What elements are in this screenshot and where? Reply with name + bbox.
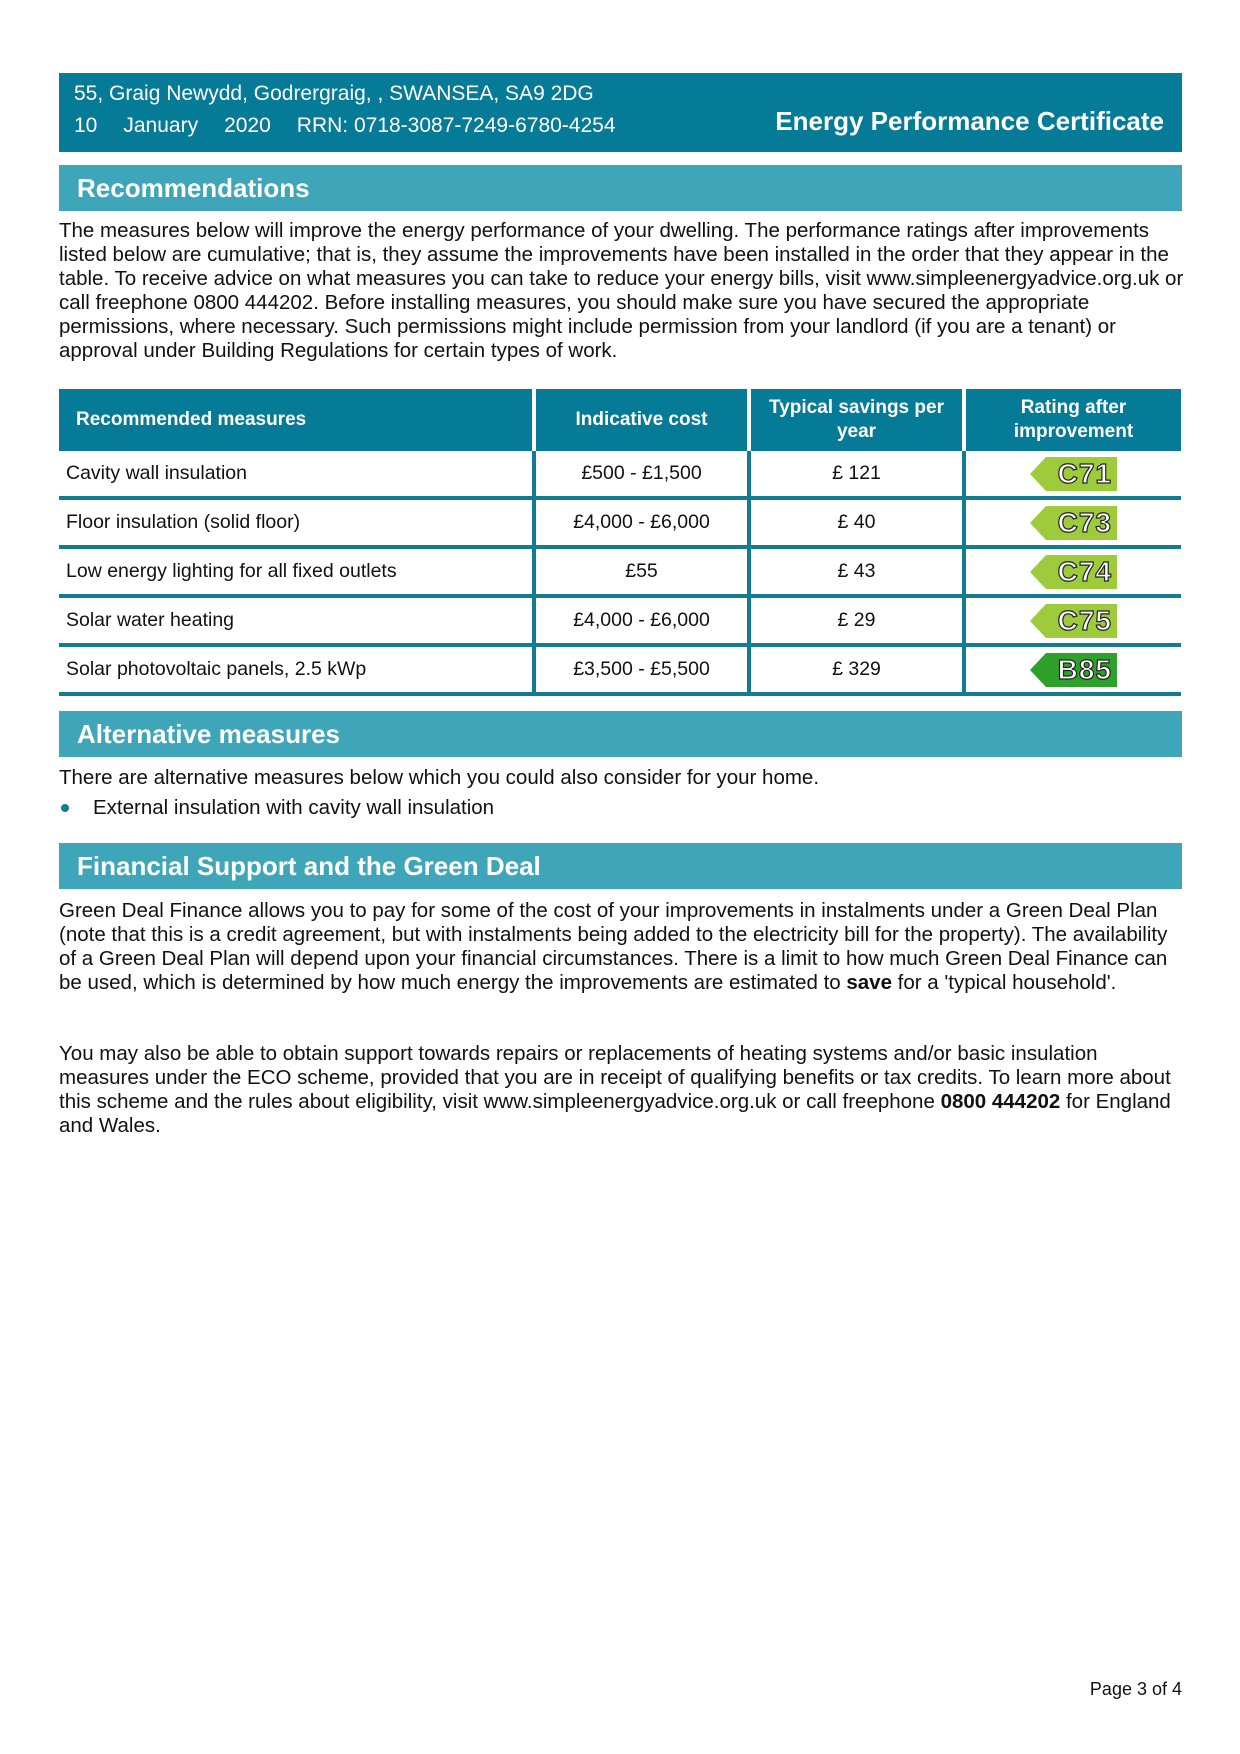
- col-header-savings: Typical savings per year: [749, 389, 964, 451]
- alternative-measures-list: [59, 795, 494, 821]
- table-row: [59, 451, 1181, 498]
- financial-heading-bar: [59, 843, 1182, 889]
- table-header-row: [59, 389, 1181, 451]
- document-title: Energy Performance Certificate: [775, 106, 1164, 136]
- col-header-measure: Recommended measures: [59, 389, 534, 451]
- col-header-cost: Indicative cost: [534, 389, 749, 451]
- recommendations-intro: The measures below will improve the energy performance of your dwelling. The performance ratings after improvements listed below are cumulative; that is, they assume the improvements have been installed in the order that they appear in the table. To receive advice on what measures you can take to reduce your energy bills, visit www.simpleenergyadvice.org.uk or call freephone 0800 444202. Before installing measures, you should make sure you have secured the appropriate permissions, where necessary. Such permissions might include permission from your landlord (if you are a tenant) or approval under Building Regulations for certain types of work.: [59, 219, 1184, 362]
- rating-value: B85: [1057, 654, 1112, 685]
- freephone-number: 0800 444202: [940, 1090, 1061, 1113]
- financial-title: Financial Support and the Green Deal: [77, 851, 541, 881]
- rating-arrow-badge: [1030, 506, 1117, 540]
- date-month: January: [123, 114, 199, 137]
- list-item: [59, 795, 494, 821]
- rating-cell: [964, 451, 1181, 498]
- bullet-icon: [61, 804, 69, 812]
- rating-arrow-badge: [1030, 604, 1117, 638]
- rating-arrow-badge: [1030, 457, 1117, 491]
- green-deal-paragraph: [59, 899, 1185, 995]
- rrn: RRN: 0718-3087-7249-6780-4254: [296, 114, 616, 137]
- measure-name: Solar photovoltaic panels, 2.5 kWp: [59, 645, 534, 694]
- rating-cell: [964, 547, 1181, 596]
- certificate-meta: [74, 113, 642, 139]
- table-row: [59, 645, 1181, 694]
- measure-name: Low energy lighting for all fixed outlets: [59, 547, 534, 596]
- alternative-heading-bar: [59, 711, 1182, 757]
- typical-savings: £ 40: [749, 498, 964, 547]
- table-row: [59, 547, 1181, 596]
- recommendations-heading-bar: [59, 165, 1182, 211]
- indicative-cost: £4,000 - £6,000: [534, 596, 749, 645]
- recommended-measures-table: [59, 389, 1181, 696]
- date-day: 10: [74, 114, 98, 137]
- certificate-header: [59, 73, 1182, 152]
- rating-value: C71: [1057, 458, 1112, 489]
- col-header-rating: Rating after improvement: [964, 389, 1181, 451]
- rating-value: C74: [1057, 556, 1112, 587]
- table-row: [59, 596, 1181, 645]
- eco-scheme-paragraph: [59, 1042, 1185, 1138]
- alternative-title: Alternative measures: [77, 719, 341, 749]
- rating-arrow-badge: [1030, 653, 1117, 687]
- rating-value: C75: [1057, 605, 1112, 636]
- measure-name: Cavity wall insulation: [59, 451, 534, 498]
- property-address: 55, Graig Newydd, Godrergraig, , SWANSEA, SA9 2DG: [74, 82, 594, 105]
- typical-savings: £ 29: [749, 596, 964, 645]
- green-deal-bold: save: [846, 971, 892, 994]
- measure-name: Solar water heating: [59, 596, 534, 645]
- green-deal-text: Green Deal Finance allows you to pay for some of the cost of your improvements in instalments under a Green Deal Plan (note that this is a credit agreement, but with instalments being added to the electricity bill for the property). The availability of a Green Deal Plan will depend upon your financial circumstances. There is a limit to how much Green Deal Finance can be used, which is determined by how much energy the improvements are estimated to: [59, 899, 1168, 994]
- indicative-cost: £55: [534, 547, 749, 596]
- table-row: [59, 498, 1181, 547]
- eco-text: You may also be able to obtain support towards repairs or replacements of heating systems and/or basic insulation measures under the ECO scheme, provided that you are in receipt of qualifying benefits or tax credits. To learn more about this scheme and the rules about eligibility, visit www.simpleenergyadvice.org.uk or call freephone: [59, 1042, 1171, 1113]
- alternative-measure-label: External insulation with cavity wall insulation: [93, 796, 495, 819]
- alternative-intro: There are alternative measures below which you could also consider for your home.: [59, 766, 820, 789]
- rating-arrow-badge: [1030, 555, 1117, 589]
- typical-savings: £ 121: [749, 451, 964, 498]
- green-deal-text-end: for a 'typical household'.: [891, 971, 1117, 994]
- typical-savings: £ 43: [749, 547, 964, 596]
- rating-cell: [964, 645, 1181, 694]
- date-year: 2020: [224, 114, 271, 137]
- indicative-cost: £4,000 - £6,000: [534, 498, 749, 547]
- page-number: Page 3 of 4: [1089, 1679, 1182, 1699]
- rating-cell: [964, 498, 1181, 547]
- indicative-cost: £3,500 - £5,500: [534, 645, 749, 694]
- measure-name: Floor insulation (solid floor): [59, 498, 534, 547]
- eco-text-end: for England and Wales.: [59, 1090, 1171, 1137]
- indicative-cost: £500 - £1,500: [534, 451, 749, 498]
- rating-cell: [964, 596, 1181, 645]
- rating-value: C73: [1057, 507, 1112, 538]
- recommendations-title: Recommendations: [77, 173, 310, 203]
- typical-savings: £ 329: [749, 645, 964, 694]
